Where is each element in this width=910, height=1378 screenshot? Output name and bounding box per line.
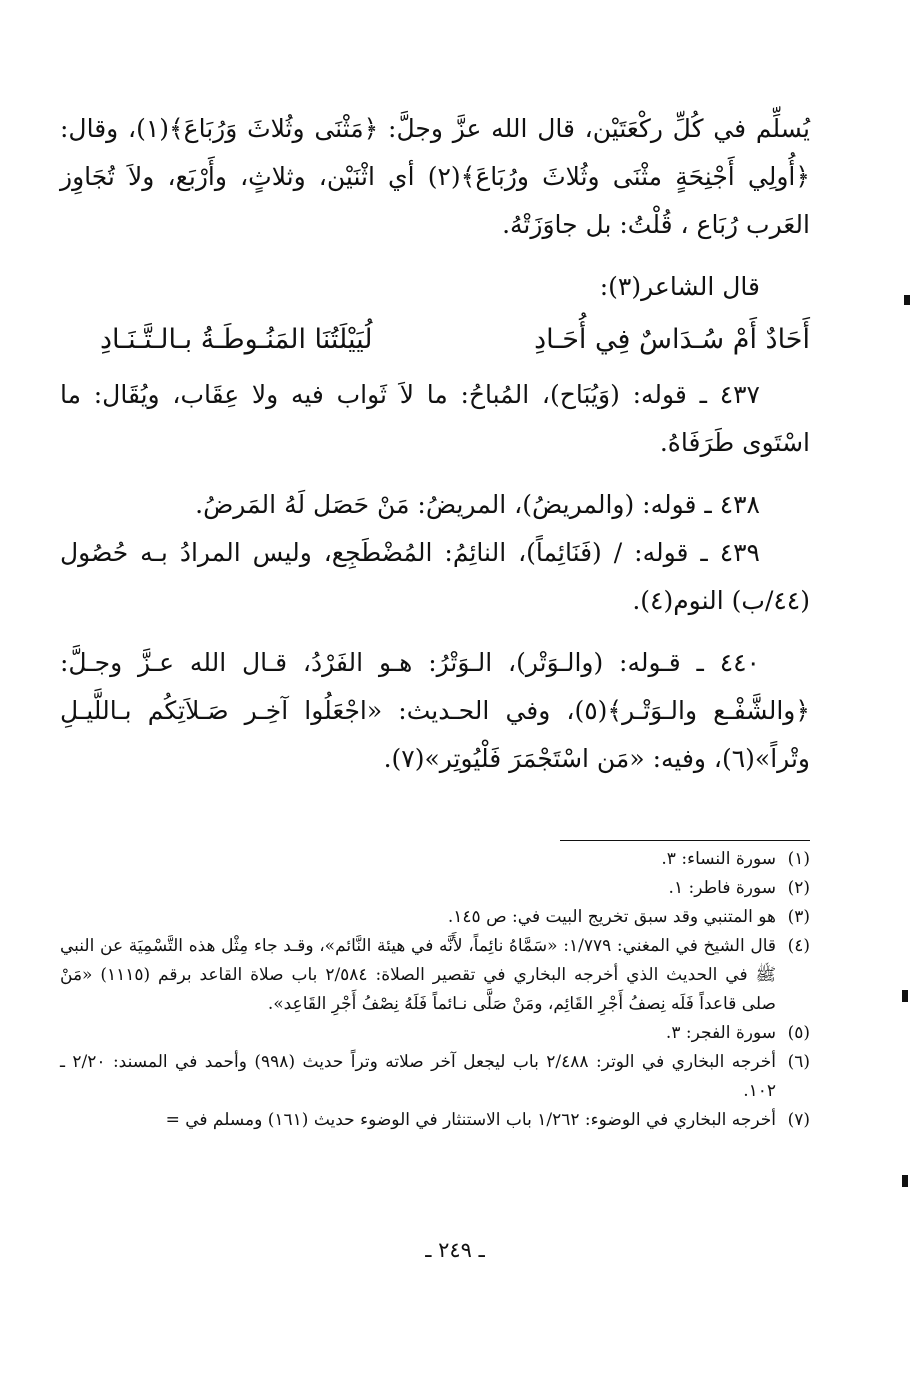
footnote-number: (١) bbox=[787, 849, 810, 869]
footnote-number: (٦) bbox=[787, 1052, 810, 1072]
footnote-divider bbox=[560, 840, 810, 841]
footnote-5 bbox=[60, 1019, 810, 1048]
paragraph-439: ٤٣٩ ـ قوله: / (فَنَائِماً)، النائِمُ: المُضْطَجِع، وليس المرادُ بـه حُصُول (٤٤/ب) النوم(٤). bbox=[60, 538, 810, 615]
main-text bbox=[60, 105, 810, 783]
footnote-4 bbox=[60, 932, 810, 1019]
footnote-6 bbox=[60, 1048, 810, 1106]
footnote-number: (٧) bbox=[787, 1110, 810, 1130]
footnote-number: (٥) bbox=[787, 1023, 810, 1043]
footnote-text: سورة النساء: ٣. bbox=[661, 849, 776, 869]
scan-mark bbox=[904, 295, 910, 305]
footnote-3 bbox=[60, 903, 810, 932]
footnote-number: (٤) bbox=[787, 936, 810, 956]
footnote-7 bbox=[60, 1106, 810, 1135]
footnote-number: (٢) bbox=[787, 878, 810, 898]
footnote-1 bbox=[60, 845, 810, 874]
verse-second-hemistich: لُيَيْلَتُنَا المَنُـوطَـةُ بـالـتَّـنَـادِ bbox=[100, 324, 373, 355]
paragraph-440: ٤٤٠ ـ قـوله: (والـوَتْر)، الـوَتْرُ: هـو الفَرْدُ، قـال الله عـزَّ وجـلَّ: ﴿والشَّفْـع والـوَتْـر﴾(٥)، وفي الحـديث: «اجْعَلُوا آخِـر صَـلاَتِكُم بـاللَّيـلِ وتْراً»(٦)، وفيه: «مَن اسْتَجْمَرَ فَلْيُوتِر»(٧). bbox=[60, 648, 810, 773]
scan-mark bbox=[902, 1175, 908, 1187]
footnote-2 bbox=[60, 874, 810, 903]
poet-intro: قال الشاعر(٣): bbox=[599, 272, 760, 301]
footnotes bbox=[60, 845, 810, 1135]
footnote-text: أخرجه البخاري في الوضوء: ١/٢٦٢ باب الاستنثار في الوضوء حديث (١٦١) ومسلم في = bbox=[165, 1110, 776, 1130]
footnote-text: سورة الفجر: ٣. bbox=[665, 1023, 776, 1043]
footnote-text: هو المتنبي وقد سبق تخريج البيت في: ص ١٤٥. bbox=[447, 907, 776, 927]
paragraph-437: ٤٣٧ ـ قوله: (وَيُبَاح)، المُباحُ: ما لاَ ثَواب فيه ولا عِقَاب، ويُقَال: ما اسْتَوى طَرَفَاهُ. bbox=[60, 380, 810, 457]
footnote-text: قال الشيخ في المغني: ١/٧٧٩: «سَمَّاهُ نائِماً، لأَنَّه في هيئة النَّائم»، وقـد جاء مِثْل هذه التَّسْمِيَة عن النبي ﷺ في الحديث الذي أخرجه البخاري في تقصير الصلاة: ٢/٥٨٤ باب صلاة القاعد برقم (١١١٥) «مَنْ صلى قاعداً فَلَه نِصفُ أَجْرِ القَائِم، ومَنْ صَلَّى نـائماً فَلَهُ نِصْفُ أَجْرِ القَاعِد». bbox=[60, 936, 777, 1014]
footnote-text: سورة فاطر: ١. bbox=[668, 878, 776, 898]
verse-line bbox=[60, 315, 810, 365]
scan-mark bbox=[902, 990, 908, 1002]
footnote-number: (٣) bbox=[787, 907, 810, 927]
verse-first-hemistich: أَحَادٌ أَمْ سُـدَاسٌ فِي أُحَـادِ bbox=[534, 324, 810, 355]
paragraph-438: ٤٣٨ ـ قوله: (والمريضُ)، المريضُ: مَنْ حَصَل لَهُ المَرضُ. bbox=[195, 490, 760, 519]
footnote-text: أخرجه البخاري في الوتر: ٢/٤٨٨ باب ليجعل آخر صلاته وتراً حديث (٩٩٨) وأحمد في المسند: ٢/٢٠ ـ ١٠٢. bbox=[60, 1052, 776, 1101]
paragraph-intro: يُسلِّم في كُلِّ ركْعَتَيْن، قال الله عزَّ وجلَّ: ﴿مَثْنَى وثُلاثَ وَرُبَاعَ﴾(١)، وقال: ﴿أُولِي أَجْنِحَةٍ مثْنَى وثُلاثَ ورُبَاعَ﴾(٢) أي اثْنَيْن، وثلاثٍ، وأَرْبَع، ولاَ تُجَاوِز العَرب رُبَاع ، قُلْتُ: بل جاوَزَتْهُ. bbox=[60, 114, 811, 239]
page-number: ـ ٢٤٩ ـ bbox=[425, 1238, 485, 1262]
